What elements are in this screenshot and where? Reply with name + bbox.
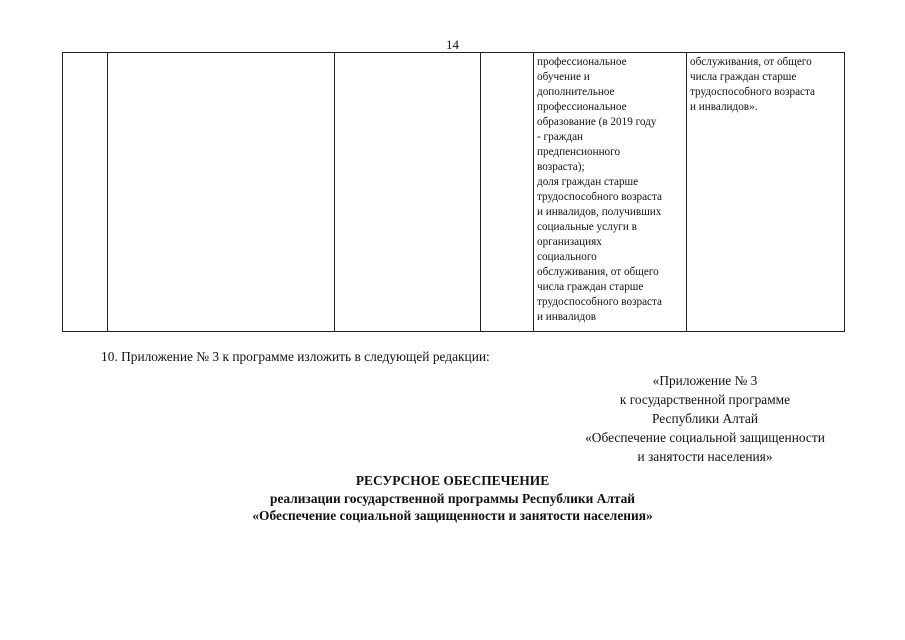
appendix-reference-block [540, 371, 870, 466]
heading-title: РЕСУРСНОЕ ОБЕСПЕЧЕНИЕ [355, 473, 550, 488]
appendix-line: и занятости населения» [637, 449, 773, 464]
appendix-line: «Приложение № 3 [652, 373, 758, 388]
page-number: 14 [446, 37, 459, 52]
appendix-line: Республики Алтай [651, 411, 758, 426]
heading-program-name: «Обеспечение социальной защищенности и занятости населения» [252, 508, 653, 523]
table-cell-3 [335, 53, 481, 332]
table-cell-2 [108, 53, 335, 332]
table-cell-4 [481, 53, 534, 332]
table-cell-results [687, 53, 845, 332]
amendment-paragraph: 10. Приложение № 3 к программе изложить в следующей редакции: [101, 349, 490, 364]
indicators-text: профессиональное обучение и дополнительное профессиональное образование (в 2019 году - граждан предпенсионного возраста); доля граждан старше трудоспособного возраста и инвалидов, получивших социальные услуги в организациях социального обслуживания, от общего числа граждан старше трудоспособного возраста и инвалидов [537, 56, 663, 323]
results-text: обслуживания, от общего числа граждан старше трудоспособного возраста и инвалидов». [690, 56, 816, 113]
appendix-line: к государственной программе [619, 392, 791, 407]
appendix-line: «Обеспечение социальной защищенности [585, 430, 825, 445]
heading-subtitle: реализации государственной программы Республики Алтай [270, 490, 635, 506]
table-cell-1 [63, 53, 108, 332]
table-row [63, 53, 845, 332]
continuation-table [62, 52, 845, 332]
table-cell-indicators [534, 53, 687, 332]
section-heading [0, 472, 905, 525]
